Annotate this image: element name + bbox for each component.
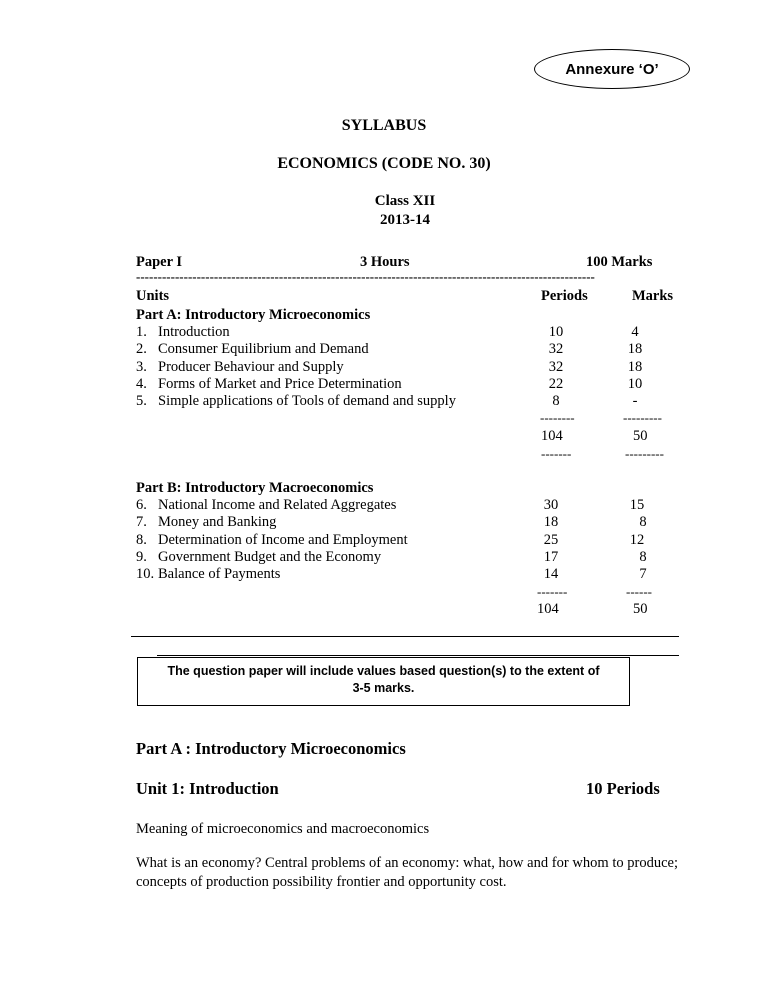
unit-periods: 25	[543, 532, 559, 548]
total-separator: --------	[540, 410, 575, 425]
unit-title: Balance of Payments	[158, 566, 281, 582]
dash-divider: ----------------------------------------------------------------------------------------------------------	[136, 269, 595, 284]
total-separator: -------	[537, 584, 568, 599]
paper-name: Paper I	[136, 254, 183, 270]
unit-periods: 18	[543, 514, 559, 530]
unit-periods: 22	[548, 376, 564, 392]
unit-number: 8.	[136, 532, 147, 548]
unit-title: Government Budget and the Economy	[158, 549, 382, 565]
unit-number: 9.	[136, 549, 147, 565]
unit-periods: 8	[552, 393, 560, 409]
subject-title: ECONOMICS (CODE NO. 30)	[277, 155, 491, 172]
unit-marks: 8	[639, 514, 647, 530]
unit-row	[136, 514, 676, 531]
unit-row	[136, 324, 676, 341]
unit-row	[136, 566, 676, 583]
unit-marks: 4	[631, 324, 639, 340]
part-b-heading: Part B: Introductory Macroeconomics	[136, 480, 374, 496]
unit-periods: 10	[548, 324, 564, 340]
paper-marks: 100 Marks	[586, 254, 653, 270]
unit-title: Money and Banking	[158, 514, 277, 530]
unit-periods: 30	[543, 497, 559, 513]
unit-row	[136, 341, 676, 358]
part-b-total-marks: 50	[633, 601, 648, 617]
unit-number: 2.	[136, 341, 147, 357]
unit-title: Consumer Equilibrium and Demand	[158, 341, 369, 357]
unit-number: 1.	[136, 324, 147, 340]
units-header: Units	[136, 288, 170, 304]
unit-number: 3.	[136, 359, 147, 375]
unit-title: Forms of Market and Price Determination	[158, 376, 402, 392]
part-a-total-marks: 50	[633, 428, 648, 444]
unit-marks: 12	[629, 532, 645, 548]
unit-row	[136, 393, 676, 410]
total-separator: -------	[541, 446, 572, 461]
unit-number: 6.	[136, 497, 147, 513]
unit-marks: 7	[639, 566, 647, 582]
unit-number: 7.	[136, 514, 147, 530]
divider-line	[131, 636, 679, 637]
paragraph: Meaning of microeconomics and macroeconomics	[136, 821, 430, 837]
unit-title: Determination of Income and Employment	[158, 532, 408, 548]
page-title: SYLLABUS	[341, 117, 427, 134]
note-line: The question paper will include values based question(s) to the extent of	[167, 664, 600, 678]
note-line: 3-5 marks.	[352, 681, 415, 695]
unit-marks: 18	[627, 341, 643, 357]
unit-heading: Unit 1: Introduction	[136, 779, 279, 798]
total-separator: ------	[626, 584, 652, 599]
unit-number: 5.	[136, 393, 147, 409]
unit-row	[136, 532, 676, 549]
paragraph: What is an economy? Central problems of an economy: what, how and for whom to produce; concepts of production possibility frontier and opportunity cost.	[136, 855, 678, 890]
unit-row	[136, 549, 676, 566]
periods-header: Periods	[541, 288, 588, 304]
paper-duration: 3 Hours	[360, 254, 410, 270]
total-separator: ---------	[623, 410, 662, 425]
unit-periods: 17	[543, 549, 559, 565]
part-a-heading: Part A: Introductory Microeconomics	[136, 307, 371, 323]
total-separator: ---------	[625, 446, 664, 461]
section-heading: Part A : Introductory Microeconomics	[136, 739, 406, 758]
unit-marks: 10	[627, 376, 643, 392]
unit-periods: 14	[543, 566, 559, 582]
unit-title: National Income and Related Aggregates	[158, 497, 397, 513]
note-box	[137, 657, 630, 706]
unit-marks: 8	[639, 549, 647, 565]
annexure-label: Annexure ‘O’	[534, 49, 690, 89]
unit-title: Introduction	[158, 324, 230, 340]
unit-row	[136, 359, 676, 376]
unit-marks: 15	[629, 497, 645, 513]
unit-title: Producer Behaviour and Supply	[158, 359, 344, 375]
unit-periods-label: 10 Periods	[586, 779, 660, 798]
divider-line	[157, 655, 679, 656]
marks-header: Marks	[632, 288, 674, 304]
unit-periods: 32	[548, 341, 564, 357]
unit-marks: -	[632, 393, 638, 409]
part-b-total-periods: 104	[537, 601, 559, 617]
unit-row	[136, 376, 676, 393]
unit-marks: 18	[627, 359, 643, 375]
unit-title: Simple applications of Tools of demand and supply	[158, 393, 456, 409]
unit-row	[136, 497, 676, 514]
part-a-total-periods: 104	[541, 428, 563, 444]
unit-number: 4.	[136, 376, 147, 392]
year-label: 2013-14	[380, 212, 430, 228]
class-label: Class XII	[374, 193, 436, 209]
unit-periods: 32	[548, 359, 564, 375]
unit-number: 10.	[136, 566, 155, 582]
